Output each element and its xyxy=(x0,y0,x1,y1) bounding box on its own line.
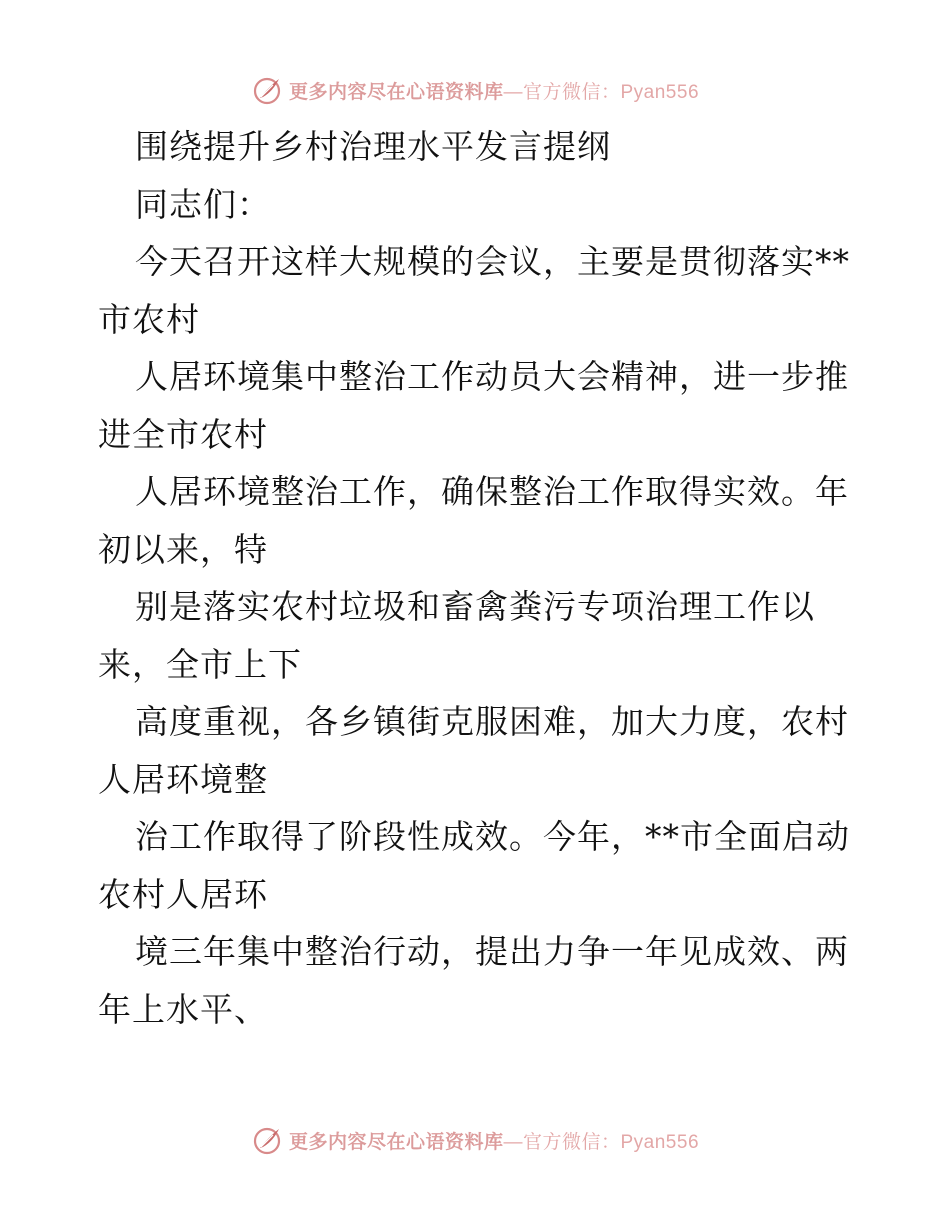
document-title: 围绕提升乡村治理水平发言提纲 xyxy=(135,127,611,166)
footer-watermark xyxy=(0,1120,950,1160)
watermark-contact: —官方微信：Pyan556 xyxy=(503,1131,700,1153)
paragraph-line: 人居环境整 xyxy=(98,759,268,799)
watermark-contact: —官方微信：Pyan556 xyxy=(503,81,700,103)
paragraph-line: 市农村 xyxy=(98,299,200,339)
salutation: 同志们： xyxy=(135,184,271,224)
paragraph-line: 人居环境集中整治工作动员大会精神，进一步推 xyxy=(135,357,849,396)
paragraph-line: 农村人居环 xyxy=(98,874,268,914)
feather-quill-logo-icon xyxy=(251,74,283,106)
paragraph-line: 进全市农村 xyxy=(98,414,268,454)
paragraph-line: 今天召开这样大规模的会议，主要是贯彻落实** xyxy=(135,242,850,281)
paragraph-line: 来，全市上下 xyxy=(98,644,302,684)
paragraph-line: 初以来，特 xyxy=(98,529,268,569)
document-body xyxy=(98,118,858,1038)
paragraph-line: 年上水平、 xyxy=(98,989,268,1029)
feather-quill-logo-icon xyxy=(251,1124,283,1156)
header-watermark xyxy=(0,70,950,110)
watermark-brand: 更多内容尽在心语资料库 xyxy=(288,1130,504,1153)
watermark-brand: 更多内容尽在心语资料库 xyxy=(288,80,504,103)
paragraph-line: 别是落实农村垃圾和畜禽粪污专项治理工作以 xyxy=(135,587,815,626)
paragraph-line: 人居环境整治工作，确保整治工作取得实效。年 xyxy=(135,472,849,511)
paragraph-line: 高度重视，各乡镇街克服困难，加大力度，农村 xyxy=(135,702,849,741)
paragraph-line: 治工作取得了阶段性成效。今年，**市全面启动 xyxy=(135,817,850,856)
paragraph-line: 境三年集中整治行动，提出力争一年见成效、两 xyxy=(135,932,849,971)
